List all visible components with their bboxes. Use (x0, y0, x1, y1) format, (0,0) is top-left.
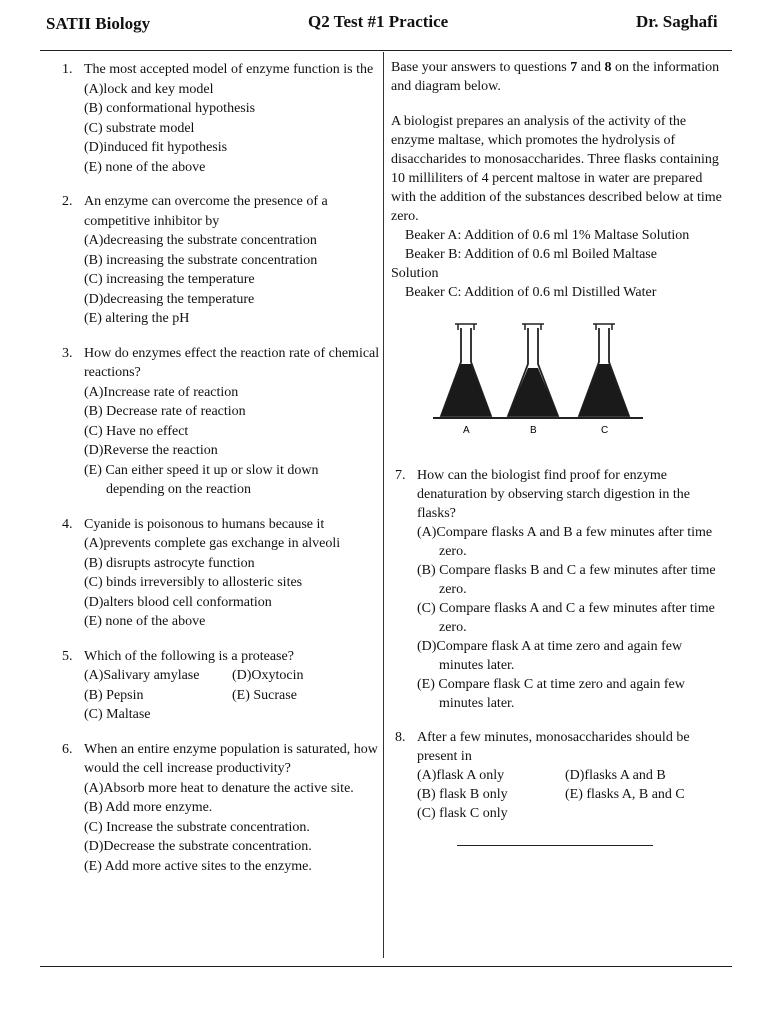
option-a: (A)Absorb more heat to denature the active site. (84, 780, 354, 796)
intro-and: and (577, 60, 605, 75)
option-b: (B) conformational hypothesis (84, 101, 256, 116)
option-d: (D)induced fit hypothesis (84, 140, 228, 155)
question-stem: The most accepted model of enzyme function is the (84, 62, 374, 77)
experiment-description: A biologist prepares an analysis of the activity of the enzyme maltase, which promotes the hydrolysis of disaccharides to monosaccharides. Three flasks containing 10 milliliters of 4 percent maltose in water are prepared with the addition of the substances described below at time zero. (391, 114, 722, 224)
option-b: (B) Pepsin (84, 687, 144, 703)
question-3 (58, 344, 380, 500)
question-number: 1. (62, 62, 73, 77)
question-number: 8. (395, 730, 406, 745)
option-b: (B) Compare flasks B and C a few minutes after time zero. (417, 563, 716, 597)
right-column (391, 58, 727, 846)
option-e: (E) altering the pH (84, 311, 190, 326)
option-c: (C) Compare flasks A and C a few minutes after time zero. (417, 601, 715, 635)
question-stem: Which of the following is a protease? (84, 648, 294, 664)
question-8 (391, 728, 727, 823)
option-d: (D)flasks A and B (565, 768, 666, 783)
option-d: (D)Oxytocin (232, 668, 304, 683)
option-e: (E) flasks A, B and C (565, 787, 685, 802)
option-b: (B) disrupts astrocyte function (84, 555, 255, 571)
question-6 (58, 740, 380, 877)
teacher-name: Dr. Saghafi (636, 12, 718, 31)
option-e: (E) Sucrase (232, 687, 297, 703)
option-d: (D)Decrease the substrate concentration. (84, 839, 312, 854)
beaker-a-description: Beaker A: Addition of 0.6 ml 1% Maltase Solution (405, 228, 690, 243)
intro-q8-ref: 8 (604, 60, 612, 75)
left-column (58, 60, 380, 891)
test-title: Q2 Test #1 Practice (308, 12, 449, 31)
option-e: (E) Can either speed it up or slow it down depending on the reaction (84, 462, 319, 497)
question-stem: Cyanide is poisonous to humans because it (84, 516, 325, 532)
beaker-b-description: Beaker B: Addition of 0.6 ml Boiled Maltase (405, 247, 657, 262)
option-a: (A)flask A only (417, 768, 505, 783)
flask-label-b: B (530, 425, 537, 436)
option-a: (A)decreasing the substrate concentration (84, 233, 317, 248)
option-d: (D)decreasing the temperature (84, 291, 255, 307)
question-1 (58, 60, 380, 177)
option-a: (A)prevents complete gas exchange in alveoli (84, 536, 341, 551)
question-number: 5. (62, 648, 73, 664)
option-c: (C) Maltase (84, 707, 151, 722)
question-4 (58, 515, 380, 632)
option-c: (C) Have no effect (84, 423, 189, 439)
option-c: (C) Increase the substrate concentration. (84, 819, 310, 835)
option-d: (D)Reverse the reaction (84, 443, 218, 458)
option-grid (84, 666, 380, 725)
option-b: (B) flask B only (417, 787, 508, 802)
option-b: (B) Decrease rate of reaction (84, 404, 246, 419)
question-number: 7. (395, 468, 406, 483)
question-stem: After a few minutes, monosaccharides should be present in (417, 730, 690, 764)
intro-prefix: Base your answers to questions (391, 60, 571, 75)
option-grid (417, 766, 727, 823)
intro-q7-ref: 7 (570, 60, 578, 75)
question-stem: How can the biologist find proof for enzyme denaturation by observing starch digestion in the flasks? (417, 468, 690, 521)
flask-label-a: A (463, 425, 470, 436)
question-stem: When an entire enzyme population is saturated, how would the cell increase productivity? (84, 741, 378, 776)
option-a: (A)Increase rate of reaction (84, 384, 239, 400)
beaker-c-description: Beaker C: Addition of 0.6 ml Distilled Water (405, 285, 657, 300)
option-a: (A)Salivary amylase (84, 668, 200, 683)
option-d: (D)Compare flask A at time zero and again few minutes later. (417, 639, 683, 673)
question-number: 3. (62, 345, 73, 361)
option-d: (D)alters blood cell conformation (84, 594, 272, 610)
header-rule (40, 50, 732, 51)
question-5 (58, 647, 380, 725)
question-number: 2. (62, 194, 73, 209)
option-b: (B) Add more enzyme. (84, 800, 213, 815)
answer-line (457, 845, 653, 846)
page-header (0, 0, 768, 50)
question-number: 6. (62, 741, 73, 757)
question-2 (58, 192, 380, 329)
flask-a-icon (441, 324, 491, 416)
question-number: 4. (62, 516, 73, 532)
flask-b-icon (508, 324, 558, 416)
option-c: (C) substrate model (84, 120, 195, 136)
option-c: (C) binds irreversibly to allosteric sites (84, 575, 303, 590)
column-divider (383, 52, 384, 958)
option-e: (E) Compare flask C at time zero and again few minutes later. (417, 677, 685, 711)
option-c: (C) flask C only (417, 806, 508, 821)
option-c: (C) increasing the temperature (84, 272, 255, 287)
question-stem: An enzyme can overcome the presence of a competitive inhibitor by (84, 194, 328, 229)
flasks-diagram (433, 320, 683, 442)
instructions (391, 58, 727, 96)
option-e: (E) none of the above (84, 159, 206, 175)
flask-c-icon (579, 324, 629, 416)
option-e: (E) none of the above (84, 614, 206, 629)
option-a: (A)lock and key model (84, 81, 214, 97)
question-7 (391, 466, 727, 713)
beaker-b-description-cont: Solution (391, 266, 439, 281)
option-a: (A)Compare flasks A and B a few minutes after time zero. (417, 525, 713, 559)
option-e: (E) Add more active sites to the enzyme. (84, 858, 312, 874)
question-stem: How do enzymes effect the reaction rate of chemical reactions? (84, 345, 380, 380)
footer-rule (40, 966, 732, 967)
intro-suffix: on the information and diagram below. (391, 60, 720, 94)
flask-label-c: C (601, 425, 609, 436)
option-b: (B) increasing the substrate concentration (84, 252, 318, 268)
course-title: SATII Biology (46, 14, 151, 33)
